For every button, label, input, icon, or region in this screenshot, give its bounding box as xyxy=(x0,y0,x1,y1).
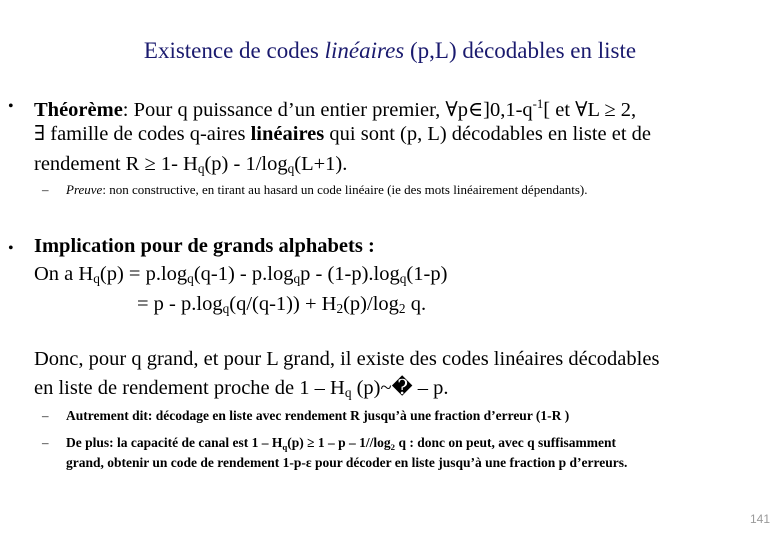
sub-bullet-1: Autrement dit: décodage en liste avec rendement R jusqu’à une fraction d’erreur (1-R ) xyxy=(66,408,570,423)
sub-bullet-2-line-2: grand, obtenir un code de rendement 1-p-ε pour décoder en liste jusqu’à une fraction p d’erreurs. xyxy=(66,455,628,470)
page-number: 141 xyxy=(749,512,770,526)
implication-heading: Implication pour de grands alphabets : xyxy=(34,235,375,257)
bullet-1-marker: • xyxy=(8,98,14,115)
entropy-equation-1: On a $H_q(p) = p.\log_q(q-1) - p.\log_qp - (1-p).\log_q(1-p)$ xyxy=(34,263,448,286)
conclusion-line-2: en liste de rendement proche de $1 - H_q$ (p)~� – p. xyxy=(34,377,449,400)
proof-line: Preuve: non constructive, en tirant au hasard un code linéaire (ie des mots linéairement dépendants). xyxy=(66,182,588,197)
proof-dash: – xyxy=(42,182,49,197)
slide-title: Existence de codes linéaires (p,L) décodables en liste xyxy=(143,38,637,63)
theorem-line-3: rendement R ≥ 1- $H_q(p) - 1/\log_q(L+1)$. xyxy=(34,153,348,176)
entropy-equation-2: = $p - p.\log_q(q/(q-1)) + H_2(p)/\log_2$ q. xyxy=(137,293,427,316)
theorem-line-2: ∃ famille de codes q-aires linéaires qui sont (p, L) décodables en liste et de xyxy=(34,123,652,145)
conclusion-line-1: Donc, pour q grand, et pour L grand, il existe des codes linéaires décodables xyxy=(34,348,660,370)
theorem-line-1: Théorème: Pour q puissance d’un entier premier, $\forall p\in]0,1-q^{-1}$[ et ∀L ≥ 2, xyxy=(34,97,637,121)
bullet-2-marker: • xyxy=(8,240,14,257)
sub-bullet-2-line-1: De plus: la capacité de canal est $1 - H_q(p) \ge 1 - p - 1//\log_2$ q : donc on peut, avec q suffisamment xyxy=(66,435,616,452)
sub-bullet-1-dash: – xyxy=(42,408,49,423)
sub-bullet-2-dash: – xyxy=(42,435,49,450)
